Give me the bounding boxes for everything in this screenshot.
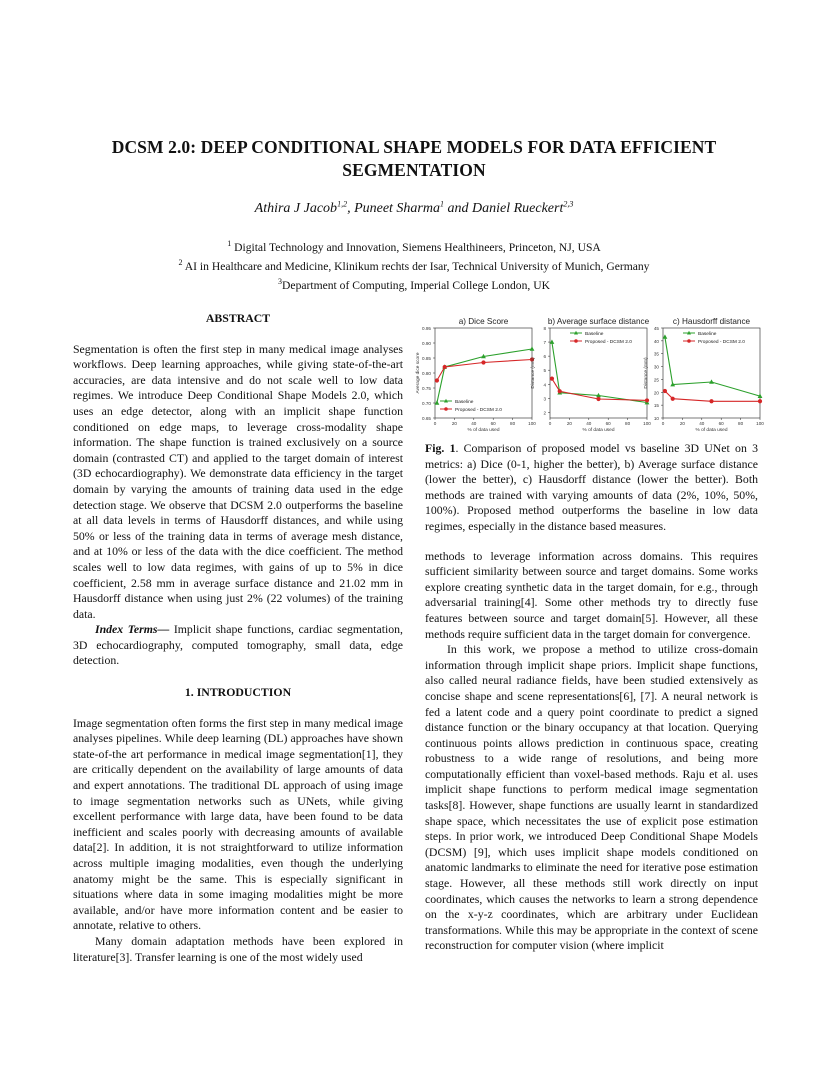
affiliation-2: $^2$ AI in Healthcare and Medicine, Klinikum rechts der Isar, Technical University of Munich, Germany xyxy=(178,257,650,273)
y-tick-label: 20 xyxy=(653,390,659,396)
data-point-circle xyxy=(663,389,667,393)
chart-legend xyxy=(683,331,745,345)
x-tick-label: 20 xyxy=(451,421,457,426)
y-tick-label: 3 xyxy=(543,396,546,402)
data-point-circle xyxy=(435,378,439,382)
y-tick-label: 4 xyxy=(543,382,546,388)
x-tick-label: 100 xyxy=(528,421,536,426)
right-column xyxy=(425,441,758,954)
x-axis-label: % of data used xyxy=(582,428,615,433)
chart-legend xyxy=(570,331,632,345)
author-3: Daniel Rueckert$^{2,3}$ xyxy=(472,199,574,216)
y-axis-label: Distance (mm) xyxy=(531,357,536,389)
x-tick-label: 0 xyxy=(661,421,665,426)
x-tick-label: 60 xyxy=(605,421,611,426)
chart-panel-2 xyxy=(530,317,651,433)
data-point-circle xyxy=(550,377,554,381)
author-list xyxy=(60,199,768,217)
author-2: Puneet Sharma$^1$ and xyxy=(354,199,472,216)
right-paragraph-2: In this work, we propose a method to utilize cross-domain information through implicit shape priors. Implicit shape functions, also called neural radiance fields, have been studied extensively as concise shape and scene representations[6], [7]. A neural network is fed a latent code and a query point coordinate to predict a signed distance function or the binary occupancy at that location. Querying continuous points allows prediction in continuous space, creating robustness to a wide range of resolutions, and being more computationally efficient than voxel-based methods. Raju et al. uses implicit shape functions to perform medical image segmentation tasks[8]. However, shape functions are usually learnt in standardized shape space, which necessitates the use of explicit pose estimation steps. In prior work, we introduced Deep Conditional Shape Models (DCSM) [9], which uses implicit shape models conditioned on anatomic landmarks to eliminate the need for iterative pose estimation stage. However, all these methods still work directly on input coordinates, which causes the networks to learn a strong dependence on the x-y-z coordinates, which are arbitrary under Euclidean transformations. While this may be appropriate in the context of scene reconstruction for computer vision (where implicit xyxy=(425,642,758,953)
data-point-triangle xyxy=(530,346,535,350)
legend-label: Baseline xyxy=(455,399,474,405)
legend-marker xyxy=(687,339,691,343)
chart-legend xyxy=(440,399,502,413)
right-paragraph-1: methods to leverage information across domains. This requires sufficient similarity between source and target domains. Some works explore creating synthetic data in the target domain, for e.g., through adversarial training[4]. Some other methods try to directly fuse features between source and target domain[5]. However, all these methods require sufficient data in the target domain for convergence. xyxy=(425,548,758,641)
legend-marker xyxy=(444,407,448,411)
x-tick-label: 20 xyxy=(566,421,572,426)
y-tick-label: 0.65 xyxy=(422,416,431,421)
data-point-circle xyxy=(596,397,600,401)
chart-panel-1 xyxy=(415,317,536,433)
x-tick-label: 40 xyxy=(471,421,477,426)
abstract-heading: ABSTRACT xyxy=(205,311,271,325)
x-tick-label: 40 xyxy=(699,421,705,426)
legend-label: Baseline xyxy=(698,331,717,337)
legend-label: Proposed - DCSM 2.0 xyxy=(455,407,502,413)
x-tick-label: 80 xyxy=(625,421,631,426)
x-tick-label: 60 xyxy=(490,421,496,426)
index-terms-text: Implicit shape functions, cardiac segmentation, 3D echocardiography, computed tomography, small data, edge detection. xyxy=(73,622,403,668)
y-tick-label: 30 xyxy=(653,364,659,370)
x-tick-label: 60 xyxy=(718,421,724,426)
figure-caption xyxy=(425,441,758,535)
intro-paragraph-1: Image segmentation often forms the first step in many medical image analyses pipelines. While deep learning (DL) approaches have shown state-of-the art performance in medical image segmentation[1], they are critically dependent on the availability of large amounts of data and expert annotations. The traditional DL approach of using image to image segmentation networks such as UNets, while giving excellent performance with large data, have been found to be data inefficient and scales poorly with decreasing amounts of available data[2]. In addition, it is not straightforward to utilize information across multiple imaging modalities, even though the underlying anatomy might be the same. This is especially significant in situations where data in some imaging modalities might be more available, and/or have more information content and be easier to annotate, relative to others. xyxy=(73,715,403,933)
chart-title: a) Dice Score xyxy=(458,317,509,326)
y-tick-label: 0.70 xyxy=(422,401,431,406)
affiliations xyxy=(60,236,768,293)
y-tick-label: 8 xyxy=(543,326,546,331)
y-axis-label: Average dice score xyxy=(416,352,421,394)
y-tick-label: 0.95 xyxy=(422,326,431,331)
legend-label: Proposed - DCSM 2.0 xyxy=(698,339,745,345)
data-point-circle xyxy=(671,397,675,401)
affiliation-1: $^1$ Digital Technology and Innovation, Siemens Healthineers, Princeton, NJ, USA xyxy=(227,239,601,254)
x-tick-label: 0 xyxy=(548,421,552,426)
figure-caption-text: . Comparison of proposed model vs baseline 3D UNet on 3 metrics: a) Dice (0-1, higher the better), b) Average surface distance (lower the better), c) Hausdorff distance (lower the better). Both methods are trained with varying amounts of data (2%, 10%, 50%, 100%). Proposed method outperforms the baseline in low data regimes, especially in the distance based measures. xyxy=(425,441,758,533)
index-terms-label: Index Terms— xyxy=(95,622,170,637)
chart-title: c) Hausdorff distance xyxy=(672,317,751,326)
data-point-circle xyxy=(758,399,762,403)
y-tick-label: 7 xyxy=(543,340,546,346)
y-tick-label: 0.85 xyxy=(422,356,431,361)
abstract-text: Segmentation is often the first step in many medical image analyses workflows. Deep learning approaches, while giving state-of-the-art accuracies, are data intensive and do not scale well to low data regimes. We introduce Deep Conditional Shape Models 2.0, which uses an edge detector, along with an implicit shape function conditioned on edge maps, to leverage cross-modality shape information. The shape function is trained exclusively on a source domain (contrasted CT) and applied to the target domain of interest (3D echocardiography). We demonstrate data efficiency in the target domain by varying the amounts of training data used in the edge detection stage. We observe that DCSM 2.0 outperforms the baseline at all data levels in terms of Hausdorff distances, and while using 50% or less of the training data in terms of average mesh distance, and at 10% or less of the data with the dice coefficient. The method scales well to low data regimes, with gains of up to 5% in dice coefficient, 2.58 mm in average surface distance and 21.02 mm in Hausdorff distance when using just 2% (22 volumes) of the training data. xyxy=(73,341,403,621)
y-tick-label: 45 xyxy=(653,326,659,331)
legend-label: Proposed - DCSM 2.0 xyxy=(585,339,632,345)
y-tick-label: 15 xyxy=(653,403,659,409)
affiliation-3: $^3$Department of Computing, Imperial College London, UK xyxy=(278,276,550,292)
y-tick-label: 35 xyxy=(653,351,659,357)
figure-label: Fig. 1 xyxy=(425,441,456,455)
series-line xyxy=(665,337,760,396)
x-axis-label: % of data used xyxy=(695,428,728,433)
x-tick-label: 80 xyxy=(738,421,744,426)
intro-paragraph-2: Many domain adaptation methods have been explored in literature[3]. Transfer learning is one of the most widely used xyxy=(73,933,403,964)
figure-1 xyxy=(410,312,788,440)
index-terms xyxy=(73,622,403,669)
y-tick-label: 2 xyxy=(543,410,546,416)
x-tick-label: 40 xyxy=(586,421,592,426)
chart-frame xyxy=(435,328,532,418)
y-tick-label: 6 xyxy=(543,354,546,360)
x-tick-label: 100 xyxy=(643,421,651,426)
intro-heading: 1. INTRODUCTION xyxy=(184,685,292,700)
y-tick-label: 0.90 xyxy=(422,341,431,346)
data-point-circle xyxy=(558,389,562,393)
x-tick-label: 100 xyxy=(756,421,764,426)
y-axis-label: Distance (mm) xyxy=(644,357,649,389)
author-1: Athira J Jacob$^{1,2}$, xyxy=(254,199,355,216)
x-tick-label: 20 xyxy=(679,421,685,426)
chart-title: b) Average surface distance xyxy=(547,317,650,326)
chart-panel-3 xyxy=(643,317,764,433)
legend-label: Baseline xyxy=(585,331,604,337)
x-axis-label: % of data used xyxy=(467,428,500,433)
data-point-circle xyxy=(443,365,447,369)
y-tick-label: 25 xyxy=(653,377,659,383)
y-tick-label: 10 xyxy=(653,416,659,421)
left-column xyxy=(73,311,403,965)
y-tick-label: 0.80 xyxy=(422,371,431,376)
series-line xyxy=(552,342,647,402)
data-point-circle xyxy=(481,360,485,364)
y-tick-label: 0.75 xyxy=(422,386,431,391)
legend-marker xyxy=(574,339,578,343)
y-tick-label: 40 xyxy=(653,338,659,344)
x-tick-label: 0 xyxy=(433,421,437,426)
paper-title: DCSM 2.0: DEEP CONDITIONAL SHAPE MODELS FOR DATA EFFICIENT SEGMENTATION xyxy=(111,137,717,180)
x-tick-label: 80 xyxy=(510,421,516,426)
data-point-circle xyxy=(709,399,713,403)
data-point-circle xyxy=(645,398,649,402)
y-tick-label: 5 xyxy=(543,368,546,374)
